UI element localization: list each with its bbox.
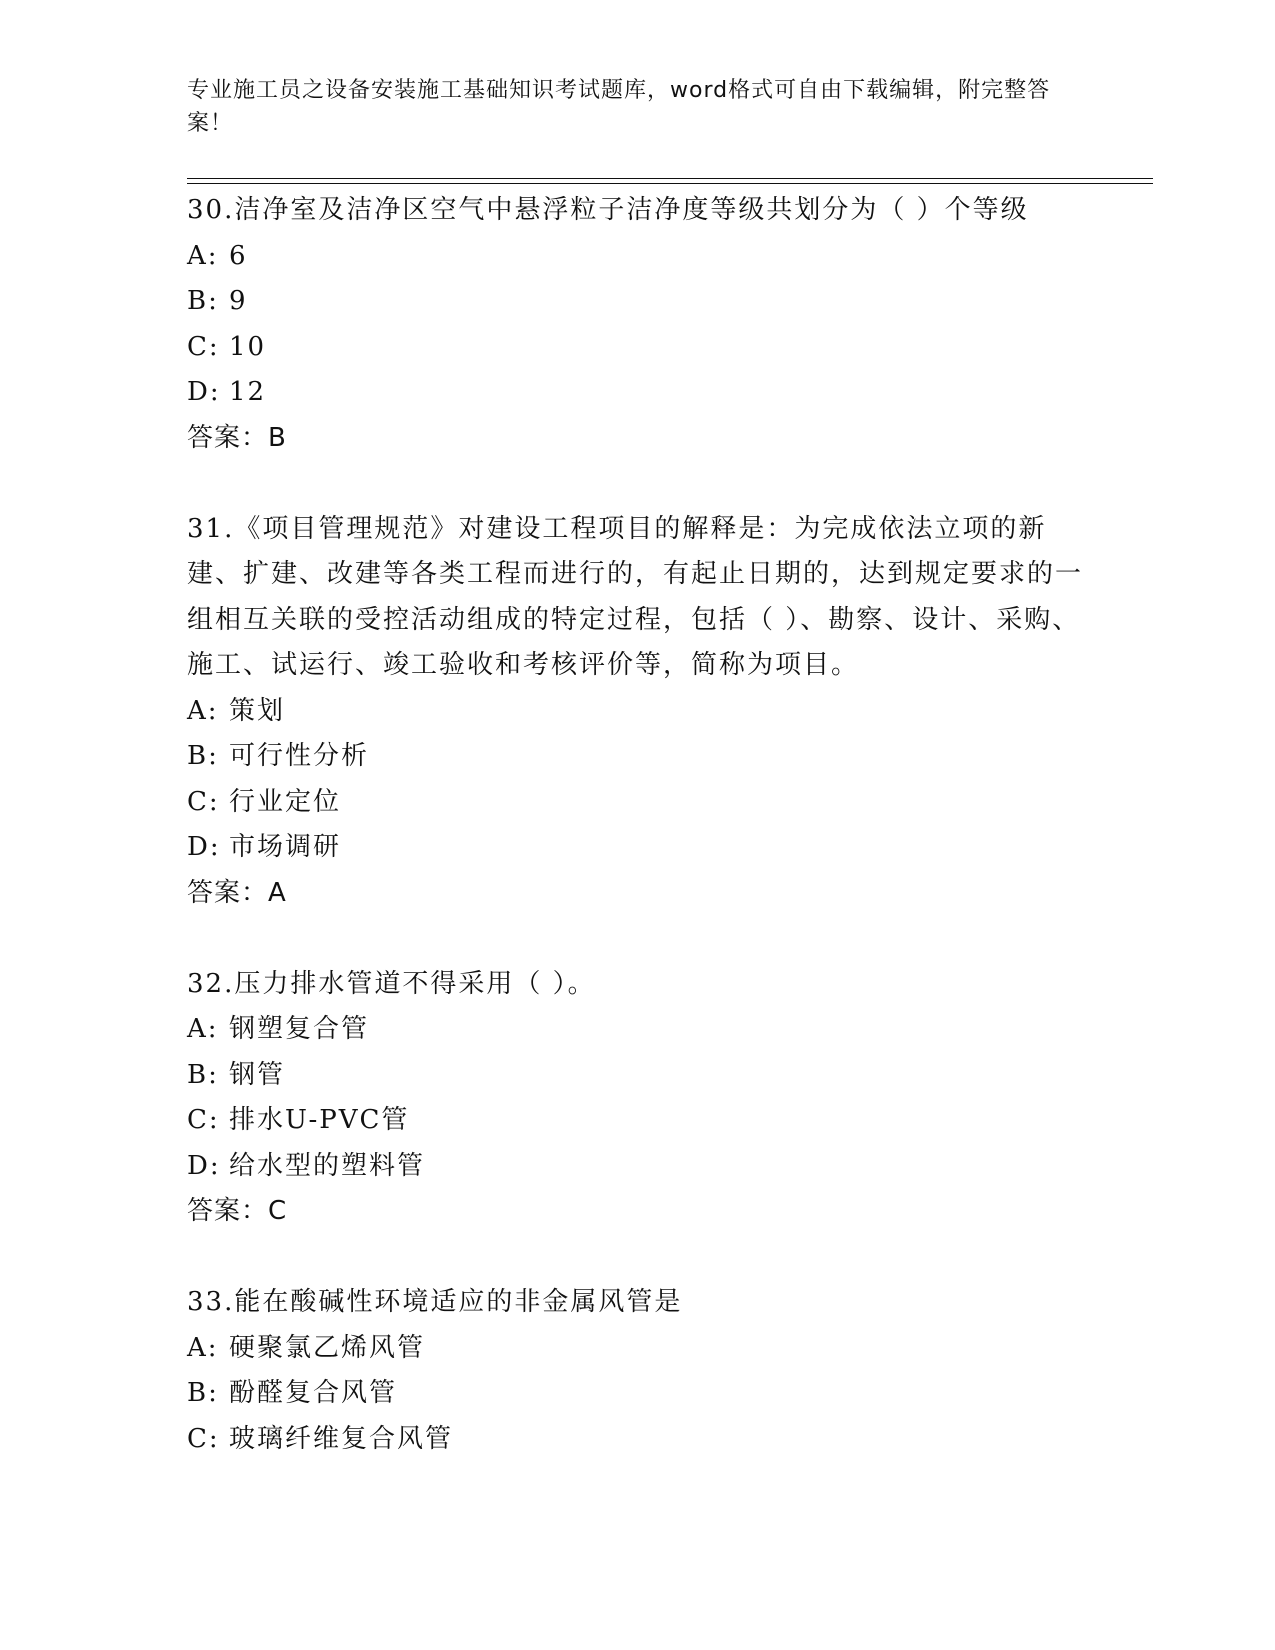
option-a [187, 1326, 1087, 1372]
answer-line: 答案：A [187, 877, 287, 908]
option-text: 钢管 [229, 1059, 286, 1090]
option-text: 可行性分析 [229, 741, 370, 771]
option-letter: C: [187, 1105, 220, 1135]
question-30 [187, 188, 1087, 461]
question-text: 31.《项目管理规范》对建设工程项目的解释是：为完成依法立项的新建、扩建、改建等各类工程而进行的，有起止日期的，达到规定要求的一组相互关联的受控活动组成的特定过程，包括（ ）、勘察、设计、采购、施工、试运行、竣工验收和考核评价等，简称为项目。 [187, 513, 1084, 680]
option-letter: A: [187, 695, 219, 726]
option-d [187, 370, 1087, 416]
option-text: 10 [229, 331, 267, 362]
option-d [187, 1144, 1087, 1190]
option-letter: A: [187, 240, 219, 271]
option-letter: D: [187, 377, 221, 407]
question-32 [187, 962, 1087, 1235]
option-text: 排水U-PVC管 [229, 1105, 410, 1135]
option-text: 给水型的塑料管 [229, 1150, 426, 1181]
option-letter: B: [187, 741, 219, 771]
page-header: 专业施工员之设备安装施工基础知识考试题库，word格式可自由下载编辑，附完整答案！ [187, 78, 1051, 136]
option-letter: B: [187, 1059, 219, 1090]
question-31 [187, 507, 1087, 917]
question-text: 33.能在酸碱性环境适应的非金属风管是 [187, 1287, 683, 1317]
option-c [187, 1098, 1087, 1144]
option-c [187, 780, 1087, 826]
header-divider-top [187, 178, 1153, 179]
option-text: 9 [229, 286, 248, 316]
option-letter: A: [187, 1332, 219, 1363]
option-b [187, 1371, 1087, 1417]
option-a [187, 1007, 1087, 1053]
option-a [187, 234, 1087, 280]
option-text: 酚醛复合风管 [229, 1378, 398, 1408]
answer-line: 答案：B [187, 422, 287, 453]
question-list [187, 188, 1087, 1508]
option-letter: D: [187, 832, 221, 862]
option-a [187, 689, 1087, 735]
option-text: 钢塑复合管 [229, 1014, 370, 1044]
option-b [187, 1053, 1087, 1099]
option-letter: B: [187, 1378, 219, 1408]
question-33 [187, 1280, 1087, 1462]
option-c [187, 1417, 1087, 1463]
option-d [187, 825, 1087, 871]
question-text: 32.压力排水管道不得采用（ ）。 [187, 968, 596, 999]
option-letter: B: [187, 286, 219, 316]
option-c [187, 325, 1087, 371]
option-letter: D: [187, 1150, 221, 1181]
option-b [187, 734, 1087, 780]
option-letter: C: [187, 786, 220, 817]
question-text: 30.洁净室及洁净区空气中悬浮粒子洁净度等级共划分为（ ）个等级 [187, 195, 1029, 225]
answer-line: 答案：C [187, 1196, 288, 1226]
option-letter: A: [187, 1014, 219, 1044]
option-b [187, 279, 1087, 325]
option-text: 玻璃纤维复合风管 [229, 1423, 454, 1454]
option-text: 市场调研 [229, 832, 342, 862]
header-divider-bottom [187, 183, 1153, 184]
option-text: 行业定位 [229, 786, 342, 817]
option-letter: C: [187, 1423, 220, 1454]
option-text: 硬聚氯乙烯风管 [229, 1332, 426, 1363]
option-text: 策划 [229, 695, 286, 726]
option-text: 12 [229, 377, 267, 407]
option-letter: C: [187, 331, 220, 362]
option-text: 6 [229, 240, 248, 271]
